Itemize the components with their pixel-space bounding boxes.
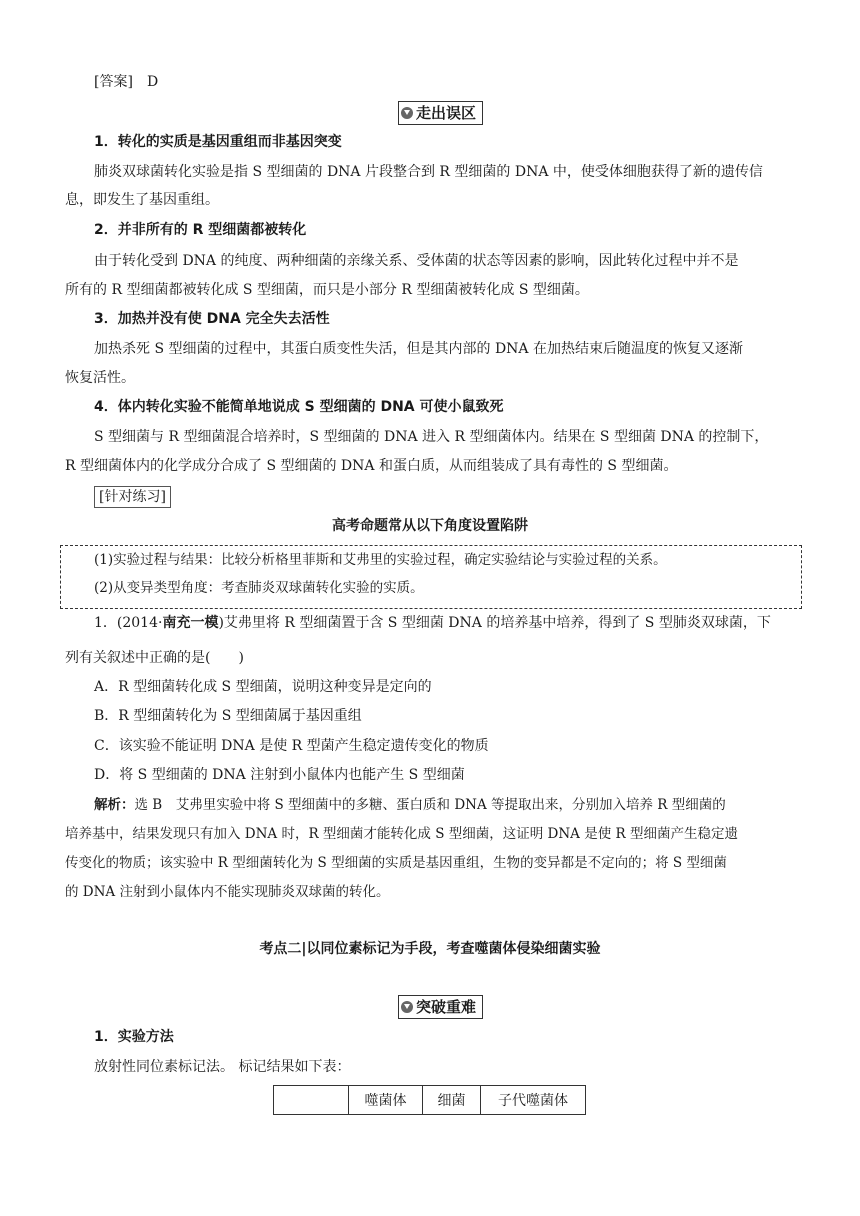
item-title: 1．实验方法 [94,1029,174,1045]
table-header-cell: 噬菌体 [349,1086,423,1115]
item-title: 1．转化的实质是基因重组而非基因突变 [94,134,342,150]
practice-label: [针对练习] [94,486,171,508]
table-header-cell [274,1086,349,1115]
section-heading: 考点二|以同位素标记为手段，考查噬菌体侵染细菌实验 [259,941,601,957]
item-text: 恢复活性。 [65,370,135,386]
question-stem [94,613,771,633]
trap-box [60,545,802,609]
item-text: 加热杀死 S 型细菌的过程中，其蛋白质变性失活，但是其内部的 DNA 在加热结束后随温度的恢复又逐渐 [94,341,743,357]
analysis-text: 选 B 艾弗里实验中将 S 型细菌中的多糖、蛋白质和 DNA 等提取出来，分别加入培养 R 型细菌的 [134,797,726,813]
table-header-cell: 子代噬菌体 [481,1086,586,1115]
chevron-down-icon [401,1001,413,1013]
analysis-text: 培养基中，结果发现只有加入 DNA 时，R 型细菌才能转化成 S 型细菌，这证明 DNA 是使 R 型细菌产生稳定遗 [65,826,738,842]
chevron-down-icon [401,107,413,119]
answer-label: [答案] [94,74,133,90]
analysis-label: 解析： [94,797,135,813]
label-result-table [273,1085,586,1115]
table-header-cell: 细菌 [423,1086,481,1115]
option-b: B．R 型细菌转化为 S 型细菌属于基因重组 [94,708,362,724]
table-header-row [274,1086,586,1115]
answer-line [94,72,158,92]
trap-heading: 高考命题常从以下角度设置陷阱 [332,518,528,534]
section-tag-key-points [398,995,483,1019]
item-title: 4．体内转化实验不能简单地说成 S 型细菌的 DNA 可使小鼠致死 [94,399,504,415]
item-text: 所有的 R 型细菌都被转化成 S 型细菌，而只是小部分 R 型细菌被转化成 S 型细菌。 [65,282,589,298]
item-text: 息，即发生了基因重组。 [65,192,219,208]
question-stem-cont: 列有关叙述中正确的是( ) [65,650,244,666]
analysis-line [94,795,726,815]
item-text: 肺炎双球菌转化实验是指 S 型细菌的 DNA 片段整合到 R 型细菌的 DNA 中，使受体细胞获得了新的遗传信 [94,164,763,180]
section-tag-mistakes [398,101,483,125]
question-source-prefix: 1．(2014· [94,615,163,631]
trap-item: (2)从变异类型角度：考查肺炎双球菌转化实验的实质。 [94,580,424,596]
analysis-text: 传变化的物质；该实验中 R 型细菌转化为 S 型细菌的实质是基因重组，生物的变异都是不定向的；将 S 型细菌 [65,855,727,871]
answer-value: D [146,74,159,90]
item-text: 由于转化受到 DNA 的纯度、两种细菌的亲缘关系、受体菌的状态等因素的影响，因此转化过程中并不是 [94,253,739,269]
section-tag-label: 走出误区 [416,104,477,122]
item-text: S 型细菌与 R 型细菌混合培养时，S 型细菌的 DNA 进入 R 型细菌体内。结果在 S 型细菌 DNA 的控制下， [94,429,769,445]
option-d: D．将 S 型细菌的 DNA 注射到小鼠体内也能产生 S 型细菌 [94,767,465,783]
option-a: A．R 型细菌转化成 S 型细菌，说明这种变异是定向的 [94,679,432,695]
question-stem-text: )艾弗里将 R 型细菌置于含 S 型细菌 DNA 的培养基中培养，得到了 S 型肺炎双球菌，下 [218,615,771,631]
option-c: C．该实验不能证明 DNA 是使 R 型菌产生稳定遗传变化的物质 [94,738,489,754]
trap-item: (1)实验过程与结果：比较分析格里菲斯和艾弗里的实验过程，确定实验结论与实验过程的关系。 [94,552,667,568]
item-text: 放射性同位素标记法。 标记结果如下表： [94,1059,351,1075]
item-text: R 型细菌体内的化学成分合成了 S 型细菌的 DNA 和蛋白质，从而组装成了具有毒性的 S 型细菌。 [65,458,678,474]
item-title: 2．并非所有的 R 型细菌都被转化 [94,222,307,238]
analysis-text: 的 DNA 注射到小鼠体内不能实现肺炎双球菌的转化。 [65,884,390,900]
question-source: 南充一模 [162,615,219,631]
item-title: 3．加热并没有使 DNA 完全失去活性 [94,311,330,327]
section-tag-label: 突破重难 [416,998,477,1016]
